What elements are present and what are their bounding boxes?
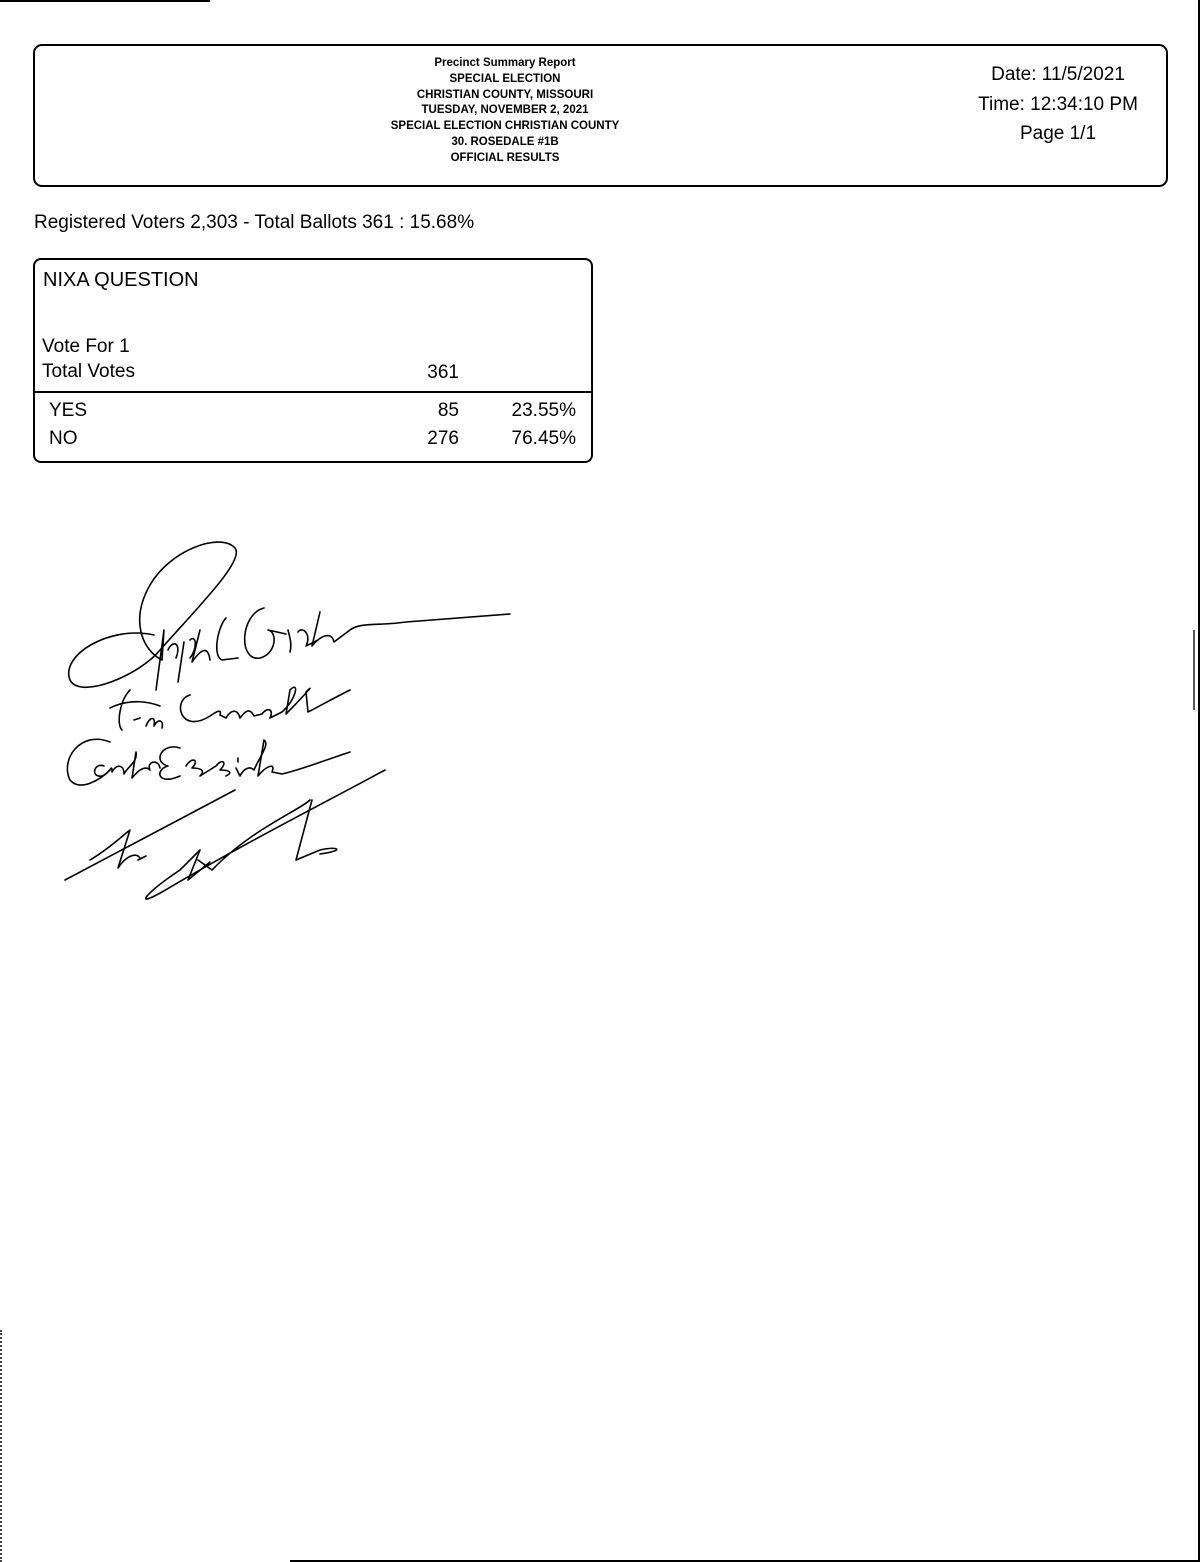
report-title: Precinct Summary Report: [434, 57, 576, 69]
report-header: [33, 44, 1168, 187]
signature-3: [67, 739, 350, 785]
signature-block: [50, 530, 520, 910]
turnout-summary: Registered Voters 2,303 - Total Ballots 361 : 15.68%: [34, 212, 475, 233]
total-votes-value: 361: [427, 362, 459, 383]
table-divider: [35, 391, 591, 393]
signature-2: [110, 687, 350, 730]
jurisdiction: CHRISTIAN COUNTY, MISSOURI: [416, 88, 594, 101]
report-time: Time: 12:34:10 PM: [978, 93, 1138, 115]
scan-edge-left: [0, 1330, 4, 1562]
page-number: Page 1/1: [1019, 123, 1097, 144]
choice-row-yes: [35, 400, 591, 426]
contest-title: NIXA QUESTION: [43, 269, 199, 291]
results-status: OFFICIAL RESULTS: [450, 151, 560, 164]
choice-percent: 23.55%: [511, 400, 576, 421]
choice-name: NO: [49, 428, 78, 449]
election-date: TUESDAY, NOVEMBER 2, 2021: [421, 104, 589, 117]
election-name: SPECIAL ELECTION: [449, 72, 561, 85]
signature-1: [69, 542, 510, 690]
scan-edge-mark: [1193, 630, 1195, 710]
election-subtitle: SPECIAL ELECTION CHRISTIAN COUNTY: [390, 120, 620, 133]
handwritten-signatures: [50, 530, 520, 910]
choice-votes: 85: [437, 400, 459, 421]
total-votes-label: Total Votes: [42, 361, 135, 382]
choice-row-no: [35, 428, 591, 454]
scan-edge-top: [0, 0, 210, 5]
choice-percent: 76.45%: [511, 428, 576, 449]
choice-name: YES: [49, 400, 88, 421]
precinct-name: 30. ROSEDALE #1B: [451, 135, 559, 148]
report-date: Date: 11/5/2021: [991, 64, 1125, 85]
vote-for-label: Vote For 1: [42, 336, 130, 357]
report-meta: [958, 60, 1158, 149]
choice-votes: 276: [427, 428, 459, 449]
signature-4: [65, 770, 385, 899]
contest-table: [33, 258, 593, 463]
report-title-block: [335, 56, 675, 167]
